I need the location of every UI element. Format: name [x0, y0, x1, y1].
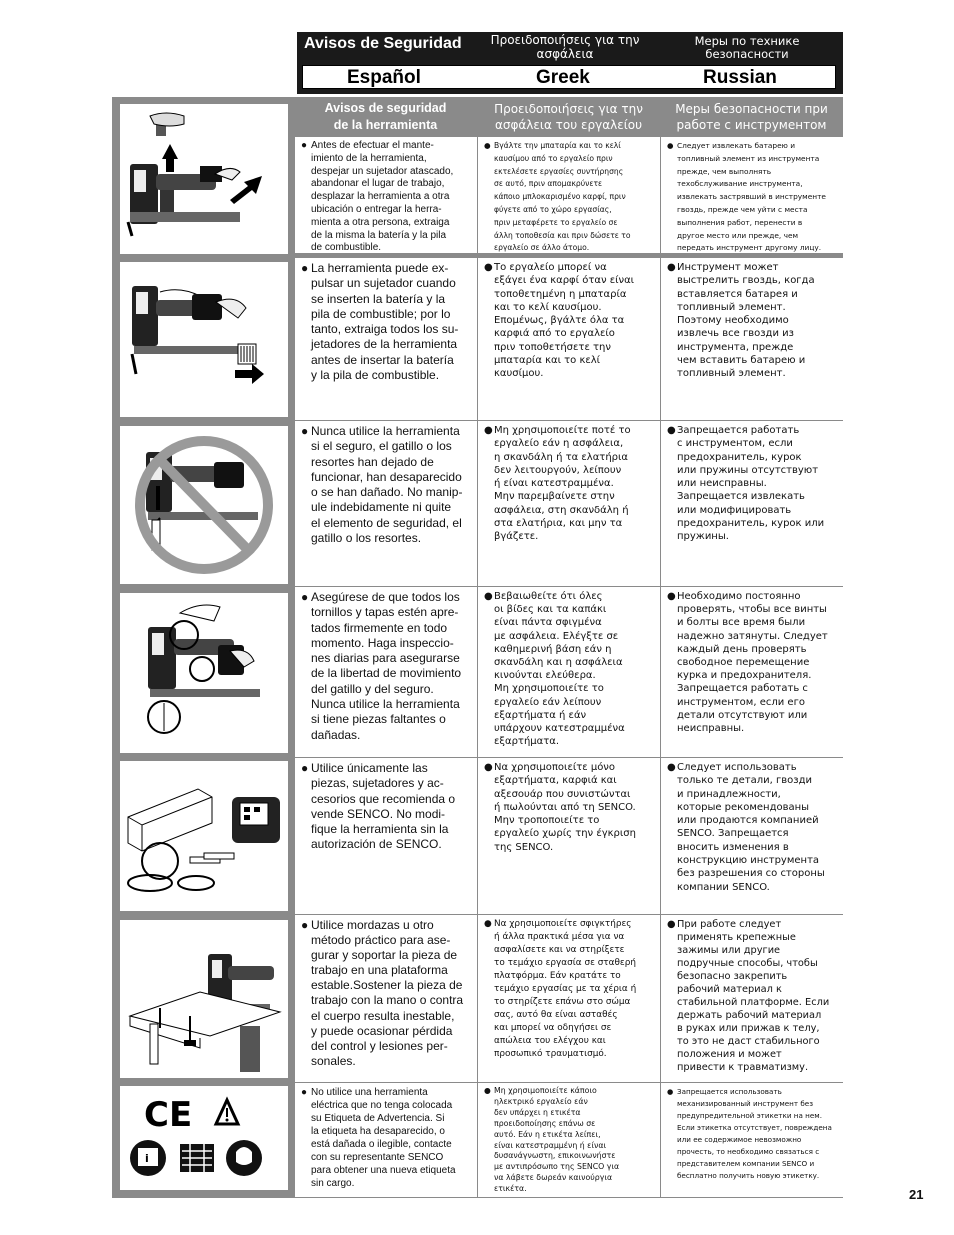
row5-ru-text: Следует использовать только те детали, гвозди и принадлежности, которые рекомендованы или продаются компанией SENCO. Запрещается вносить изменения в конструкцию инструмента без разрешения со стороны компании SENCO.	[677, 762, 825, 893]
row5-es	[294, 758, 477, 915]
bullet: ●	[301, 424, 309, 438]
row1-es	[294, 137, 477, 254]
bullet: ●	[667, 919, 676, 930]
bullet: ●	[667, 141, 674, 150]
column-header-es	[294, 97, 477, 137]
row7-es	[294, 1083, 477, 1198]
header-title-el: Προειδοποιήσεις για την ασφάλεια	[490, 33, 640, 61]
column-header-el	[477, 97, 660, 137]
bullet: ●	[484, 762, 493, 773]
bullet: ●	[301, 590, 309, 604]
language-ru: Russian	[703, 67, 777, 88]
row4-ru-text: Необходимо постоянно проверять, чтобы все винты и болты все время были надежно затянуты. Следует каждый день проверять свободное перемещение курка и предохранителя. Запрещается работать с инструментом, если его детали отсутствуют или неисправны.	[677, 591, 828, 735]
row1-ru-text: Следует извлекать батарею и топливный элемент из инструмента прежде, чем выполнять техобслуживание инструмента, извлекать застрявший в инструменте гвоздь, прежде чем уйти с места выполнения работ, перенести в другое место или прежде, чем передать инструмент другому лицу.	[677, 141, 826, 253]
illustration-clamp-workpiece	[120, 920, 288, 1078]
column-header-el-text: Προειδοποιήσεις για την ασφάλεια του εργαλείου	[494, 102, 643, 132]
header-title-ru: Меры по технике безопасности	[694, 34, 800, 61]
bullet: ●	[667, 762, 676, 773]
language-el: Greek	[536, 67, 590, 88]
row7-el-text: Μη χρησιμοποιείτε κάποιο ηλεκτρικό εργαλείο εάν δεν υπάρχει η ετικέτα προειδοποίησης επάνω σε αυτό. Εάν η ετικέτα λείπει, είναι κατεστραμμένη ή είναι δυσανάγνωστη, επικοινωνήστε με αντιπρόσωπο της SENCO για να λάβετε δωρεάν καινούργια ετικέτα.	[494, 1086, 620, 1194]
row4-ru	[660, 587, 843, 758]
svg-text:i: i	[145, 1152, 149, 1165]
row7-ru	[660, 1083, 843, 1198]
row5-el-text: Να χρησιμοποιείτε μόνο εξαρτήματα, καρφιά και αξεσουάρ που συνιστώνται ή πωλούνται από τη SENCO. Μην τροποποιείτε το εργαλείο χωρίς την έγκριση της SENCO.	[494, 762, 636, 853]
illustration-senco-parts	[120, 761, 288, 911]
illustration-remove-battery	[120, 104, 288, 254]
bullet: ●	[484, 262, 493, 273]
row5-ru	[660, 758, 843, 915]
row7-es-text: No utilice una herramienta eléctrica que no tenga colocada su Etiqueta de Advertencia. Si la etiqueta ha desaparecido, o está dañada o ilegible, contacte con su representante SENCO para obtener una nueva etiqueta sin cargo.	[311, 1087, 456, 1189]
row1-es-text: Antes de efectuar el mante- imiento de la herramienta, despejar un sujetador atascado, abandonar el lugar de trabajo, desplazar la herramienta a otra ubicación o entregar la herra- mienta a otra persona, extraiga de la misma la batería y la pila de combustible.	[311, 140, 454, 254]
page-number: 21	[909, 1187, 924, 1202]
row7-el	[477, 1083, 660, 1198]
row2-es-text: La herramienta puede ex- pulsar un sujetador cuando se inserten la batería y la pila de combustible; por lo tanto, extraiga todos los su- jetadores de la herramienta antes de insertar la batería y la pila de combustible.	[311, 261, 459, 383]
column-header-ru	[660, 97, 843, 137]
row7-ru-text: Запрещается использовать механизированный инструмент без предупредительной этикетки на нем. Если этикетка отсутствует, повреждена или ее содержимое невозможно прочесть, то необходимо связаться с представителем компании SENCO и бесплатно получить новую этикетку.	[677, 1087, 832, 1180]
row5-es-text: Utilice únicamente las piezas, sujetadores y ac- cesorios que recomienda o vende SENCO. No modi- fique la herramienta sin la autorización de SENCO.	[311, 761, 456, 852]
column-header-es-text: Avisos de seguridad de la herramienta	[324, 101, 447, 132]
row4-el	[477, 587, 660, 758]
illustration-warning-label	[120, 1086, 288, 1190]
row4-es-text: Asegúrese de que todos los tornillos y tapas estén apre- tados firmemente en todo momento. Haga inspeccio- nes diarias para asegurarse de la libertad de movimiento del gatillo y del seguro. Nunca utilice la herramienta si tiene piezas faltantes o dañadas.	[311, 590, 462, 742]
row4-el-text: Βεβαιωθείτε ότι όλες οι βίδες και τα καπάκι είναι πάντα σφιγμένα με ασφάλεια. Ελέγξτε σε καθημερινή βάση εάν η σκανδάλη και η ασφάλεια κινούνται ελεύθερα. Μη χρησιμοποιείτε το εργαλείο εάν λείπουν εξαρτήματα ή εάν υπάρχουν κατεστραμμένα εξαρτήματα.	[494, 591, 625, 748]
row6-es-text: Utilice mordazas u otro método práctico para ase- gurar y soportar la pieza de trabajo en una plataforma estable.Sostener la pieza de trabajo con la mano o contra el cuerpo resulta inestable, y puede ocasionar pérdida del control y lesiones per- sonales.	[311, 918, 464, 1068]
bullet: ●	[667, 425, 676, 436]
header-title-es: Avisos de Seguridad	[304, 35, 462, 52]
row2-ru	[660, 258, 843, 421]
row3-ru-text: Запрещается работать с инструментом, если предохранитель, курок или пружины отсутствуют или неисправны. Запрещается извлекать или модифицировать предохранитель, курок или пружины.	[677, 425, 825, 543]
row1-el-text: Βγάλτε την μπαταρία και το κελί καυσίμου από το εργαλείο πριν εκτελέσετε εργασίες συντήρησης σε αυτό, πριν απομακρύνετε κάποιο μπλοκαρισμένο καρφί, πριν φύγετε από το χώρο εργασίας, πριν μεταφέρετε το εργαλείο σε άλλη τοποθεσία και πριν δώσετε το εργαλείο σε άλλο άτομο.	[494, 141, 631, 253]
language-header	[297, 32, 843, 94]
row4-es	[294, 587, 477, 758]
column-header-ru-text: Меры безопасности при работе с инструментом	[675, 102, 828, 132]
bullet: ●	[301, 1087, 308, 1098]
row6-el-text: Να χρησιμοποιείτε σφιγκτήρες ή άλλα πρακτικά μέσα για να ασφαλίσετε και να στηρίξετε το τεμάχιο εργασία σε σταθερή πλατφόρμα. Εάν κρατάτε το τεμάχιο εργασίας με τα χέρια ή το στηρίζετε επάνω στο σώμα σας, αυτό θα είναι ασταθές και μπορεί να οδηγήσει σε απώλεια του ελέγχου και προσωπικό τραυματισμό.	[494, 919, 637, 1059]
row3-ru	[660, 421, 843, 587]
row2-el	[477, 258, 660, 421]
row3-es	[294, 421, 477, 587]
bullet: ●	[484, 1086, 491, 1095]
bullet: ●	[301, 761, 309, 775]
row6-es	[294, 915, 477, 1083]
bullet: ●	[484, 591, 493, 602]
row6-ru-text: При работе следует применять крепежные зажимы или другие подручные способы, чтобы безопасно закрепить рабочий материал к стабильной платформе. Если держать рабочий материал в руках или прижав к телу, то это не даст стабильного положения и может привести к травматизму.	[677, 919, 830, 1073]
row2-el-text: Το εργαλείο μπορεί να εξάγει ένα καρφί όταν είναι τοποθετημένη η μπαταρία και το κελί καυσίμου. Επομένως, βγάλτε όλα τα καρφιά από το εργαλείο πριν τοποθετήσετε την μπαταρία και το κελί καυσίμου.	[494, 262, 635, 380]
language-bar	[302, 65, 836, 89]
row3-el-text: Μη χρησιμοποιείτε ποτέ το εργαλείο εάν η ασφάλεια, η σκανδάλη ή τα ελατήρια δεν λειτουργούν, λείπουν ή είναι κατεστραμμένα. Μην παρεμβαίνετε στην ασφάλεια, στη σκανδάλη ή στα ελατήρια, και μην τα βγάζετε.	[494, 425, 631, 543]
bullet: ●	[484, 425, 493, 436]
ce-mark: CE	[144, 1095, 193, 1135]
row3-es-text: Nunca utilice la herramienta si el seguro, el gatillo o los resortes han dejado de funcionar, han desaparecido o se han dañado. No manip- ule indebidamente ni quite el elemento de seguridad, el gatillo o los resortes.	[311, 424, 463, 546]
bullet: ●	[301, 140, 308, 151]
illustration-inspect-screws	[120, 593, 288, 753]
bullet: ●	[484, 919, 492, 929]
bullet: ●	[667, 1087, 674, 1096]
illustration-fastener-warning	[120, 262, 288, 417]
bullet: ●	[667, 591, 676, 602]
row2-es	[294, 258, 477, 421]
row2-ru-text: Инструмент может выстрелить гвоздь, когда вставляется батарея и топливный элемент. Поэтому необходимо извлечь все гвозди из инструмента, прежде чем вставить батарею и топливный элемент.	[677, 262, 815, 380]
row3-el	[477, 421, 660, 587]
bullet: ●	[301, 261, 309, 275]
row6-el	[477, 915, 660, 1083]
row1-ru	[660, 137, 843, 254]
illustration-prohibited-modification	[120, 426, 288, 584]
language-es: Español	[347, 67, 421, 88]
bullet: ●	[301, 918, 309, 932]
bullet: ●	[667, 262, 676, 273]
bullet: ●	[484, 141, 491, 150]
row6-ru	[660, 915, 843, 1083]
row1-el	[477, 137, 660, 254]
row5-el	[477, 758, 660, 915]
